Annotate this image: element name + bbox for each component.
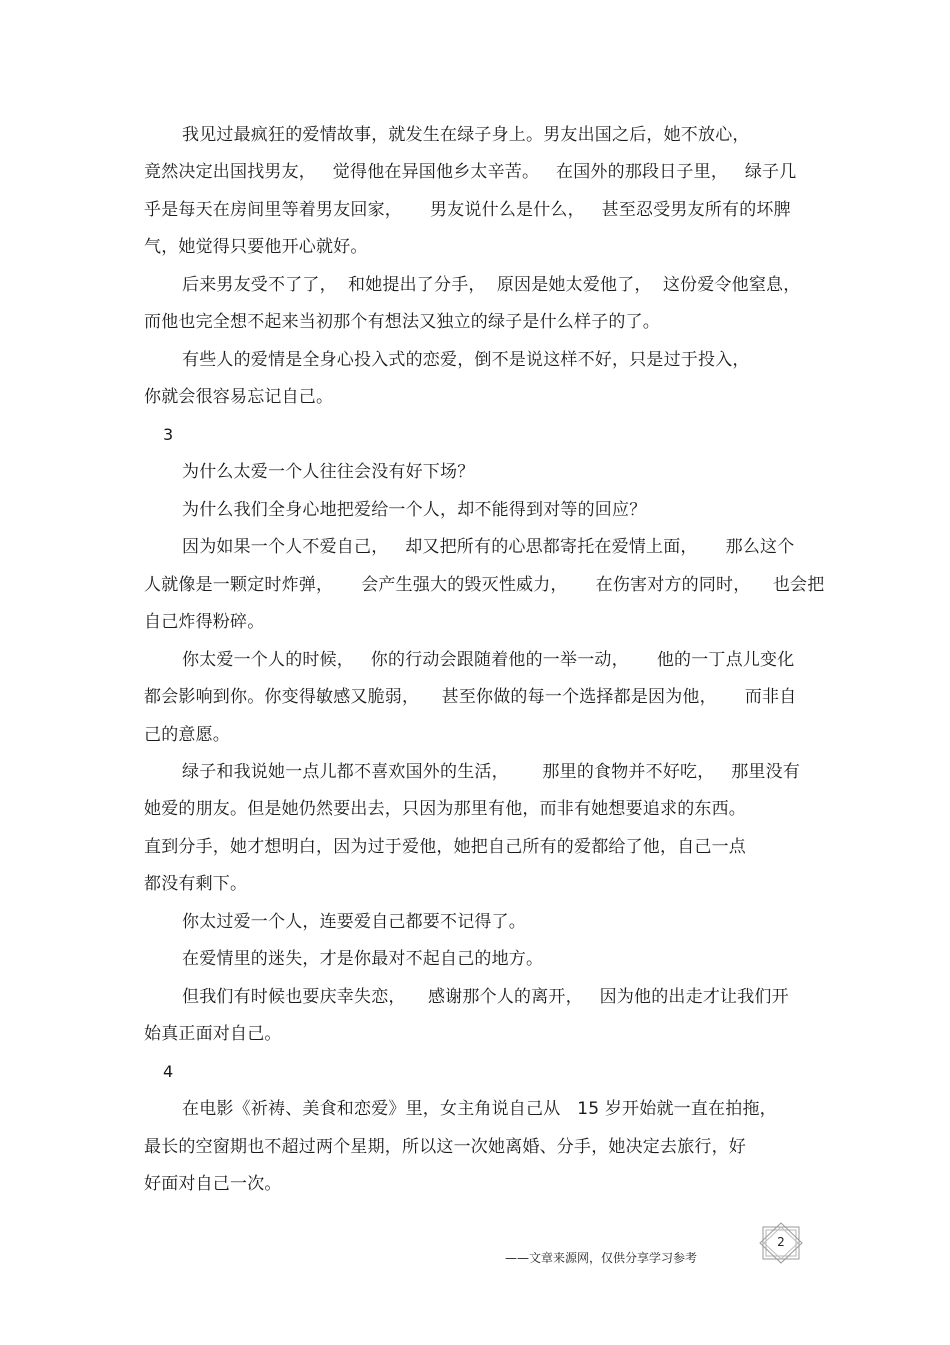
text-line: 我见过最疯狂的爱情故事，就发生在绿子身上。男友出国之后，她不放心， <box>182 125 750 145</box>
text-line: 人就像是一颗定时炸弹， 会产生强大的毁灭性威力， 在伤害对方的同时， 也会把 <box>144 575 825 595</box>
text-line: 有些人的爱情是全身心投入式的恋爱，倒不是说这样不好，只是过于投入， <box>182 350 750 370</box>
text-line: 在电影《祈祷、美食和恋爱》里，女主角说自己从 15 岁开始就一直在拍拖， <box>182 1099 777 1119</box>
text-line: 气，她觉得只要他开心就好。 <box>144 237 368 257</box>
section-number: 3 <box>163 425 174 444</box>
text-line: 自己炸得粉碎。 <box>144 612 265 632</box>
text-line: 但我们有时候也要庆幸失恋， 感谢那个人的离开， 因为他的出走才让我们开 <box>182 987 789 1007</box>
page-number: 2 <box>777 1235 785 1249</box>
text-line: 直到分手，她才想明白，因为过于爱他，她把自己所有的爱都给了他，自己一点 <box>144 837 746 857</box>
text-line: 为什么我们全身心地把爱给一个人，却不能得到对等的回应？ <box>182 500 647 520</box>
text-line: 好面对自己一次。 <box>144 1174 282 1194</box>
footer-source-note: ——文章来源网，仅供分享学习参考 <box>505 1251 698 1265</box>
text-line: 因为如果一个人不爱自己， 却又把所有的心思都寄托在爱情上面， 那么这个 <box>182 537 795 557</box>
text-line: 乎是每天在房间里等着男友回家， 男友说什么是什么， 甚至忍受男友所有的坏脾 <box>144 200 791 220</box>
text-line: 后来男友受不了了， 和她提出了分手， 原因是她太爱他了， 这份爱令他窒息， <box>182 275 801 295</box>
text-line: 最长的空窗期也不超过两个星期，所以这一次她离婚、分手，她决定去旅行，好 <box>144 1137 746 1157</box>
text-line: 为什么太爱一个人往往会没有好下场？ <box>182 462 475 482</box>
text-line: 你太爱一个人的时候， 你的行动会跟随着他的一举一动， 他的一丁点儿变化 <box>182 650 795 670</box>
section-number: 4 <box>163 1062 174 1081</box>
text-line: 己的意愿。 <box>144 725 230 745</box>
text-line: 始真正面对自己。 <box>144 1024 282 1044</box>
page-number-badge <box>757 1222 805 1264</box>
text-line: 绿子和我说她一点儿都不喜欢国外的生活， 那里的食物并不好吃， 那里没有 <box>182 762 801 782</box>
text-line: 她爱的朋友。但是她仍然要出去，只因为那里有他，而非有她想要追求的东西。 <box>144 799 746 819</box>
text-line: 竟然决定出国找男友， 觉得他在异国他乡太辛苦。 在国外的那段日子里， 绿子几 <box>144 162 797 182</box>
text-line: 都会影响到你。你变得敏感又脆弱， 甚至你做的每一个选择都是因为他， 而非自 <box>144 687 797 707</box>
text-line: 而他也完全想不起来当初那个有想法又独立的绿子是什么样子的了。 <box>144 312 660 332</box>
text-line: 都没有剩下。 <box>144 874 248 894</box>
text-line: 在爱情里的迷失，才是你最对不起自己的地方。 <box>182 949 544 969</box>
text-line: 你太过爱一个人，连要爱自己都要不记得了。 <box>182 912 526 932</box>
text-line: 你就会很容易忘记自己。 <box>144 387 334 407</box>
